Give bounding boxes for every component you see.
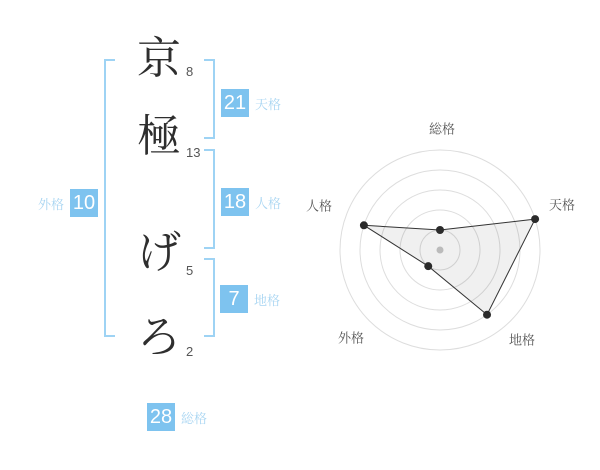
jinkaku-label: 人格 [255, 195, 282, 211]
name-char-1: 京 [137, 34, 181, 83]
gaikaku-label: 外格 [38, 196, 65, 212]
radar-data-point [436, 226, 444, 234]
name-char-2: 極 [137, 112, 181, 161]
radar-axis-label: 天格 [548, 197, 576, 213]
jinkaku-value-badge: 18 [221, 188, 249, 216]
radar-data-point [483, 311, 491, 319]
soukaku-value-badge: 28 [147, 403, 175, 431]
name-char-4: ろ [137, 313, 181, 362]
radar-data-point [360, 221, 368, 229]
name-char-3: げ [137, 228, 181, 277]
radar-axis-label: 人格 [305, 198, 333, 214]
outer-stroke-bracket [104, 59, 115, 337]
radar-axis-label: 外格 [337, 330, 365, 346]
tenkaku-value-badge: 21 [221, 89, 249, 117]
givenname-stroke-bracket [204, 258, 215, 337]
radar-chart [295, 105, 595, 365]
middle-stroke-bracket [204, 149, 215, 249]
stroke-count-2: 13 [186, 145, 201, 160]
surname-stroke-bracket [204, 59, 215, 139]
gaikaku-value-badge: 10 [70, 189, 98, 217]
stroke-count-3: 5 [186, 263, 194, 278]
stroke-count-1: 8 [186, 64, 194, 79]
radar-axis-label: 総格 [428, 121, 456, 137]
tenkaku-label: 天格 [255, 96, 282, 112]
chikaku-value-badge: 7 [220, 285, 248, 313]
jinkaku-row [221, 188, 281, 216]
radar-center-dot [437, 247, 444, 254]
chikaku-label: 地格 [254, 292, 281, 308]
tenkaku-row [221, 89, 281, 117]
soukaku-row [147, 403, 207, 431]
gaikaku-row [38, 189, 98, 217]
soukaku-label: 総格 [181, 410, 208, 426]
radar-axis-label: 地格 [508, 332, 536, 348]
radar-data-polygon [364, 219, 535, 315]
radar-data-point [424, 262, 432, 270]
stroke-count-4: 2 [186, 344, 194, 359]
chikaku-row [220, 285, 280, 313]
radar-data-point [531, 215, 539, 223]
